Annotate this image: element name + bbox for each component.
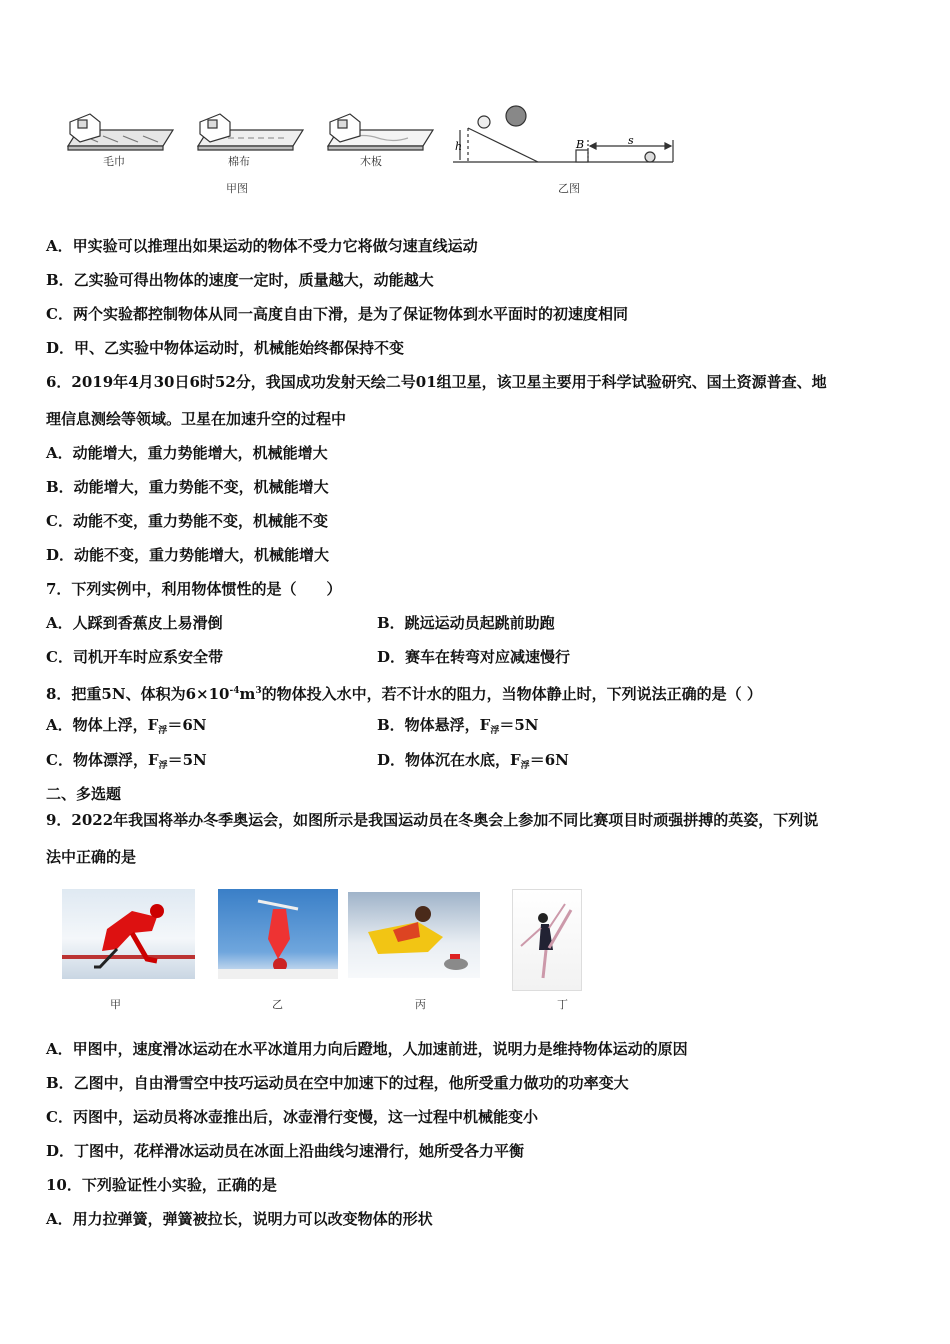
q6-option-d: D．动能不变，重力势能增大，机械能增大 — [46, 546, 330, 564]
q8-option-d-pre: D．物体沉在水底，F — [377, 751, 521, 769]
q5-option-b: B．乙实验可得出物体的速度一定时，质量越大，动能越大 — [46, 271, 434, 289]
q9-option-b: B．乙图中，自由滑雪空中技巧运动员在空中加速下的过程，他所受重力做功的功率变大 — [46, 1074, 629, 1092]
track-label-wood: 木板 — [360, 155, 382, 168]
q8-option-a-post: ＝6N — [167, 716, 207, 734]
height-symbol: h — [455, 140, 463, 153]
figure-caption-jia: 甲图 — [226, 182, 248, 195]
q10-option-a: A．用力拉弹簧，弹簧被拉长，说明力可以改变物体的形状 — [46, 1210, 433, 1228]
q5-option-c: C．两个实验都控制物体从同一高度自由下滑，是为了保证物体到水平面时的初速度相同 — [46, 305, 628, 323]
towel-track — [68, 114, 173, 150]
q8-option-c-post: ＝5N — [167, 751, 207, 769]
photo-aerial-skiing — [218, 889, 338, 979]
q8-option-b — [377, 715, 539, 741]
photo-curling — [348, 892, 480, 978]
q9-stem-line2: 法中正确的是 — [46, 848, 137, 866]
q6-option-c: C．动能不变，重力势能不变，机械能不变 — [46, 512, 328, 530]
q8-option-a-pre: A．物体上浮，F — [46, 716, 159, 734]
q8-option-d — [377, 750, 569, 776]
photo-speed-skating — [62, 889, 195, 979]
photo-figure-skating — [512, 889, 582, 991]
q8-stem-exponent2: 3 — [255, 686, 262, 696]
q8-option-b-pre: B．物体悬浮，F — [377, 716, 491, 734]
q7-option-c: C．司机开车时应系安全带 — [46, 648, 223, 666]
curler-figure — [348, 892, 480, 978]
q6-option-a: A．动能增大，重力势能增大，机械能增大 — [46, 444, 328, 462]
q6-stem-line1: 6．2019年4月30日6时52分，我国成功发射天绘二号01组卫星，该卫星主要用于科学试验研究、国土资源普查、地 — [46, 373, 827, 391]
q8-option-a — [46, 715, 206, 741]
q8-stem-exponent: -4 — [229, 686, 240, 696]
speed-skater-figure — [62, 889, 195, 979]
q8-option-c-pre: C．物体漂浮，F — [46, 751, 159, 769]
experiment-figure-drawing — [48, 100, 710, 200]
q7-stem: 7．下列实例中，利用物体惯性的是（ ） — [46, 580, 342, 598]
figure-skater-drawing — [513, 890, 581, 990]
q9-option-d: D．丁图中，花样滑冰运动员在冰面上沿曲线匀速滑行，她所受各力平衡 — [46, 1142, 525, 1160]
q7-option-b: B．跳远运动员起跳前助跑 — [377, 614, 555, 632]
photo-caption-jia: 甲 — [110, 998, 121, 1011]
q8-option-a-sub: 浮 — [158, 726, 168, 736]
q8-option-b-sub: 浮 — [490, 726, 500, 736]
q9-stem-line1: 9．2022年我国将举办冬季奥运会，如图所示是我国运动员在冬奥会上参加不同比赛项目时顽强拼搏的英姿，下列说 — [46, 811, 819, 829]
q8-option-c — [46, 750, 207, 776]
q5-option-a: A．甲实验可以推理出如果运动的物体不受力它将做匀速直线运动 — [46, 237, 478, 255]
figure-caption-yi: 乙图 — [558, 182, 580, 195]
photo-caption-yi: 乙 — [272, 998, 283, 1011]
track-label-cotton: 棉布 — [228, 155, 250, 168]
photo-caption-bing: 丙 — [415, 998, 426, 1011]
q6-stem-line2: 理信息测绘等领域。卫星在加速升空的过程中 — [46, 410, 347, 428]
q9-option-c: C．丙图中，运动员将冰壶推出后，冰壶滑行变慢，这一过程中机械能变小 — [46, 1108, 538, 1126]
ramp-diagram — [453, 106, 673, 162]
experiment-figure — [48, 100, 710, 200]
q8-stem — [46, 681, 762, 704]
q8-stem-part2: 的物体投入水中，若不计水的阻力，当物体静止时，下列说法正确的是（ ） — [261, 685, 762, 703]
q10-stem: 10．下列验证性小实验，正确的是 — [46, 1176, 277, 1194]
section-title-multi-choice: 二、多选题 — [46, 785, 122, 803]
cotton-track — [198, 114, 303, 150]
distance-symbol: s — [628, 134, 634, 147]
q8-stem-part1: 8．把重5N、体积为6×10 — [46, 685, 230, 703]
q6-option-b: B．动能增大，重力势能不变，机械能增大 — [46, 478, 329, 496]
wood-track — [328, 114, 433, 150]
q8-option-d-sub: 浮 — [520, 761, 530, 771]
track-label-towel: 毛巾 — [103, 155, 125, 168]
q7-option-a: A．人踩到香蕉皮上易滑倒 — [46, 614, 223, 632]
q7-option-d: D．赛车在转弯对应减速慢行 — [377, 648, 571, 666]
block-symbol: B — [576, 138, 585, 151]
q8-option-c-sub: 浮 — [158, 761, 168, 771]
photo-caption-ding: 丁 — [557, 998, 568, 1011]
q8-stem-unit: m — [239, 685, 256, 703]
aerial-skier-figure — [218, 889, 338, 979]
q8-option-b-post: ＝5N — [499, 716, 539, 734]
q8-option-d-post: ＝6N — [529, 751, 569, 769]
q5-option-d: D．甲、乙实验中物体运动时，机械能始终都保持不变 — [46, 339, 405, 357]
q9-option-a: A．甲图中，速度滑冰运动在水平冰道用力向后蹬地，人加速前进，说明力是维持物体运动的原因 — [46, 1040, 688, 1058]
